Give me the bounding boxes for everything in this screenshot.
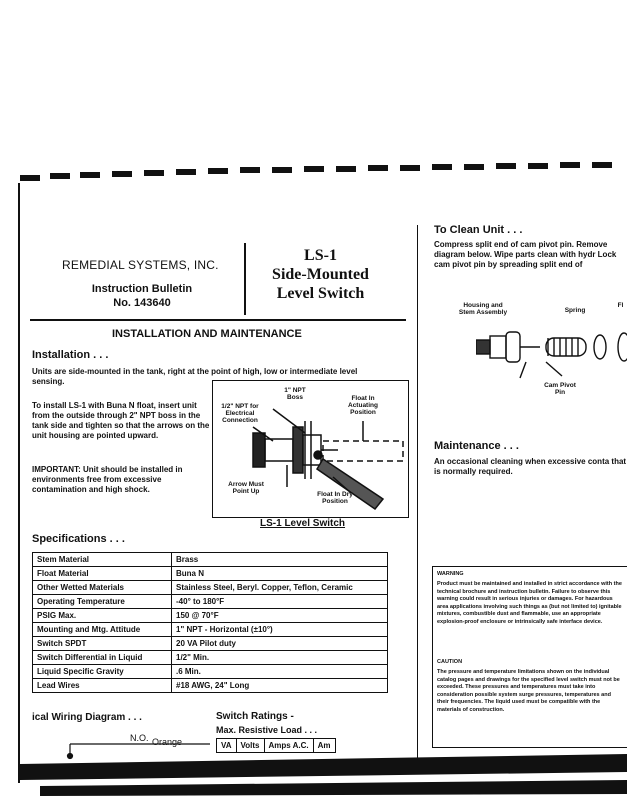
title-line3: Level Switch xyxy=(276,285,365,302)
spec-value: 20 VA Pilot duty xyxy=(172,637,388,651)
ratings-column-header: Am xyxy=(313,739,335,753)
switch-ratings-title: Switch Ratings - xyxy=(216,711,294,722)
bulletin-line1: Instruction Bulletin xyxy=(91,283,193,295)
caution-text: The pressure and temperature limitations shown on the individual catalog pages and drawings for the specified level switch must not be exceeded. These pressures and temperatures must take into consideration possible system surge pressures, temperatures and their frequencies. The liquid used must be compatible with the materials of construction. xyxy=(437,669,620,713)
npt-boss-label: 1" NPT Boss xyxy=(284,387,306,401)
spec-value: Buna N xyxy=(172,567,388,581)
spring-label: Spring xyxy=(564,307,586,314)
perforation-band-top xyxy=(20,160,627,186)
spec-row xyxy=(33,567,388,581)
spec-row xyxy=(33,665,388,679)
specifications-title: Specifications . . . xyxy=(32,533,125,545)
spec-value: 1/2" Min. xyxy=(172,651,388,665)
warning-heading: WARNING xyxy=(437,571,464,577)
installation-title: Installation . . . xyxy=(32,349,109,361)
spec-label: Liquid Specific Gravity xyxy=(33,665,172,679)
bulletin-line2: No. 143640 xyxy=(113,297,171,309)
spec-row xyxy=(33,637,388,651)
caution-heading: CAUTION xyxy=(437,659,463,665)
cam-pivot-assembly-drawing xyxy=(476,322,627,382)
electrical-connection-label: 1/2" NPT for Electrical Connection xyxy=(221,403,259,424)
spec-value: .6 Min. xyxy=(172,665,388,679)
housing-stem-label: Housing and Stem Assembly xyxy=(458,302,508,316)
warning-text: Product must be maintained and installed in strict accordance with the technical brochure and instruction bulletin. Failure to observe this warning could result in serious injuries or damages. For hazardous area applications involving such things as (but not limited to) ignitable mixtures, combustible dust and flammable, use an appropriate explosion-proof enclosure or intrinsically safe interface device. xyxy=(437,581,622,625)
spec-value: Brass xyxy=(172,553,388,567)
bulletin-number xyxy=(82,282,202,310)
spec-row xyxy=(33,609,388,623)
diagram-caption: LS-1 Level Switch xyxy=(260,518,346,529)
ratings-column-header: Amps A.C. xyxy=(264,739,313,753)
page-title xyxy=(258,246,383,303)
spec-label: Mounting and Mtg. Attitude xyxy=(33,623,172,637)
spec-label: PSIG Max. xyxy=(33,609,172,623)
spec-row xyxy=(33,679,388,693)
clean-unit-paragraph: Compress split end of cam pivot pin. Remove diagram below. Wipe parts clean with hydr Lock cam pivot pin by spreading split end of xyxy=(434,240,617,269)
title-line2: Side-Mounted xyxy=(272,266,369,283)
spec-row xyxy=(33,595,388,609)
title-line1: LS-1 xyxy=(304,247,337,264)
spec-value: 1" NPT - Horizontal (±10°) xyxy=(172,623,388,637)
spec-label: Other Wetted Materials xyxy=(33,581,172,595)
spec-row xyxy=(33,553,388,567)
maintenance-paragraph: An occasional cleaning when excessive conta that is normally required. xyxy=(434,457,627,476)
maintenance-title: Maintenance . . . xyxy=(434,440,519,452)
spec-value: 150 @ 70°F xyxy=(172,609,388,623)
wiring-orange-label: Orange xyxy=(152,737,183,747)
spec-label: Operating Temperature xyxy=(33,595,172,609)
ratings-column-header: VA xyxy=(217,739,237,753)
installation-paragraph-2: To install LS-1 with Buna N float, insert unit from the outside through 2" NPT boss in the tank side and tighten so that the arrows on the unit housing are pointed upward. xyxy=(32,401,210,440)
partial-label: Fl xyxy=(617,302,624,309)
spec-value: #18 AWG, 24" Long xyxy=(172,679,388,693)
warning-box xyxy=(432,566,627,748)
cam-pivot-pin-label: Cam Pivot Pin xyxy=(544,382,576,396)
column-divider xyxy=(417,225,418,765)
spec-label: Switch SPDT xyxy=(33,637,172,651)
spec-row xyxy=(33,581,388,595)
spec-value: Stainless Steel, Beryl. Copper, Teflon, Ceramic xyxy=(172,581,388,595)
install-heading: INSTALLATION AND MAINTENANCE xyxy=(112,328,302,340)
level-switch-diagram xyxy=(212,380,409,518)
scan-bottom-band xyxy=(0,750,627,800)
float-actuating-label: Float In Actuating Position xyxy=(348,395,378,416)
float-dry-label: Float In Dry Position xyxy=(317,491,353,505)
spec-row xyxy=(33,651,388,665)
company-name: REMEDIAL SYSTEMS, INC. xyxy=(62,258,219,272)
page-left-edge xyxy=(18,183,20,783)
installation-paragraph-1: Units are side-mounted in the tank, right at the point of high, low or intermediate level sensing. xyxy=(32,367,358,386)
important-paragraph: IMPORTANT: Unit should be installed in environments free from excessive contamination and high shock. xyxy=(32,465,183,494)
spec-label: Switch Differential in Liquid xyxy=(33,651,172,665)
ratings-column-header: Volts xyxy=(236,739,264,753)
spec-label: Lead Wires xyxy=(33,679,172,693)
header-rule xyxy=(30,319,406,321)
spec-row xyxy=(33,623,388,637)
clean-unit-title: To Clean Unit . . . xyxy=(434,224,523,236)
spec-value: -40° to 180°F xyxy=(172,595,388,609)
arrow-point-up-label: Arrow Must Point Up xyxy=(228,481,264,495)
spec-label: Float Material xyxy=(33,567,172,581)
switch-ratings-subtitle: Max. Resistive Load . . . xyxy=(216,725,318,735)
spec-label: Stem Material xyxy=(33,553,172,567)
wiring-no-label: N.O. xyxy=(130,733,149,743)
header-divider xyxy=(244,243,246,315)
specifications-table xyxy=(32,552,388,693)
wiring-diagram-title: ical Wiring Diagram . . . xyxy=(32,712,142,723)
